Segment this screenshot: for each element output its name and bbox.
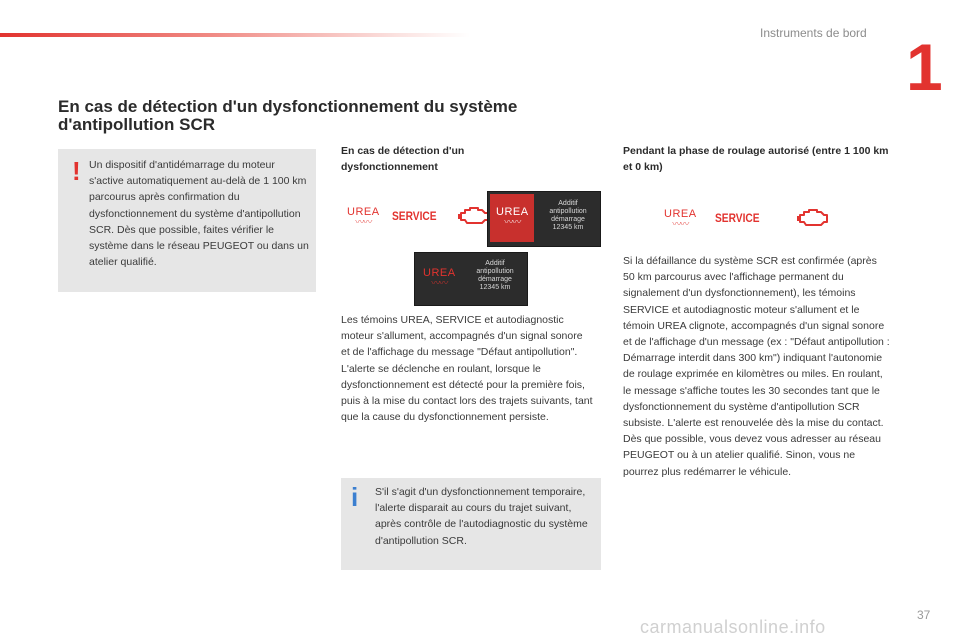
- urea-lamp-label: UREA: [664, 208, 697, 220]
- warning-icon: !: [72, 156, 81, 186]
- display-urea-label: UREA: [496, 206, 529, 218]
- section-title: Instruments de bord: [760, 26, 867, 40]
- display-urea-icon: [496, 206, 529, 226]
- col3-warning-lamps: [664, 207, 829, 229]
- display-urea-waves: 〰〰: [504, 217, 521, 227]
- display-line-3: démarrage: [478, 276, 512, 283]
- display-urea-icon: [423, 267, 456, 287]
- col3-heading: Pendant la phase de roulage autorisé (entre 1 100 km et 0 km): [623, 145, 889, 173]
- display-line-4: 12345 km: [552, 224, 584, 231]
- urea-lamp-waves: 〰〰: [355, 217, 372, 227]
- page-number: 37: [917, 608, 931, 622]
- watermark: carmanualsonline.info: [640, 617, 826, 637]
- urea-lamp-icon: [664, 208, 697, 228]
- display-message: [465, 260, 525, 292]
- dashboard-display-2: [414, 252, 528, 306]
- col2-warning-lamps: [347, 205, 490, 227]
- info-text: S'il s'agit d'un dysfonctionnement temporaire, l'alerte disparait au cours du trajet suivant, après contrôle de l'autodiagnostic du système d'antipollution SCR.: [375, 486, 588, 547]
- display-line-1: Additif: [558, 200, 578, 207]
- display-line-4: 12345 km: [479, 284, 511, 291]
- service-lamp-icon: SERVICE: [714, 211, 760, 225]
- display-urea-waves: 〰〰: [431, 278, 448, 288]
- urea-lamp-label: UREA: [347, 206, 380, 218]
- warning-box: [58, 149, 316, 292]
- urea-lamp-waves: 〰〰: [672, 219, 689, 229]
- display-urea-label: UREA: [423, 267, 456, 279]
- col3-paragraph: Si la défaillance du système SCR est confirmée (après 50 km parcourus avec l'affichage permanent du signalement d'un dysfonctionnement), les témoins SERVICE et autodiagnostic moteur s'allument et le témoin UREA clignote, accompagnés d'un signal sonore et de l'affichage d'un message (ex : "Défaut antipollution : Démarrage interdit dans 300 km") indiquant l'autonomie de roulage exprimée en kilomètres ou miles. En roulant, le message s'affiche toutes les 30 secondes tant que le dysfonctionnement du système d'antipollution SCR subsiste. L'alerte est renouvelée dès la mise du contact. Dès que possible, vous devez vous adresser au réseau PEUGEOT ou à un atelier qualifié. Sinon, vous ne pourrez plus redémarrer le véhicule.: [623, 255, 890, 478]
- engine-check-icon: [797, 207, 829, 229]
- info-icon: i: [351, 482, 359, 512]
- info-box: [341, 478, 601, 570]
- urea-lamp-icon: [347, 206, 380, 226]
- header-accent-bar: [0, 33, 470, 37]
- chapter-number: 1: [906, 30, 943, 104]
- display-line-1: Additif: [485, 260, 505, 267]
- dashboard-display-1: [487, 191, 601, 247]
- col2-heading: En cas de détection d'un dysfonctionnement: [341, 145, 465, 173]
- engine-check-icon: [458, 205, 490, 227]
- service-lamp-icon: SERVICE: [391, 209, 437, 223]
- col2-paragraph: Les témoins UREA, SERVICE et autodiagnostic moteur s'allument, accompagnés d'un signal sonore et de l'affichage du message "Défaut antipollution". L'alerte se déclenche en roulant, lorsque le dysfonctionnement est détecté pour la première fois, puis à la mise du contact lors des trajets suivants, tant que la cause du dysfonctionnement persiste.: [341, 314, 593, 424]
- warning-text: Un dispositif d'antidémarrage du moteur s'active automatiquement au-delà de 1 100 km parcourus après confirmation du dysfonctionnement du système d'antipollution SCR. Dès que possible, faites vérifier le système dans le réseau PEUGEOT ou dans un atelier qualifié.: [89, 159, 309, 269]
- page-title: En cas de détection d'un dysfonctionnement du système d'antipollution SCR: [58, 97, 518, 134]
- display-line-2: antipollution: [549, 208, 587, 215]
- display-line-3: démarrage: [551, 216, 585, 223]
- display-line-2: antipollution: [476, 268, 514, 275]
- display-message: [538, 200, 598, 232]
